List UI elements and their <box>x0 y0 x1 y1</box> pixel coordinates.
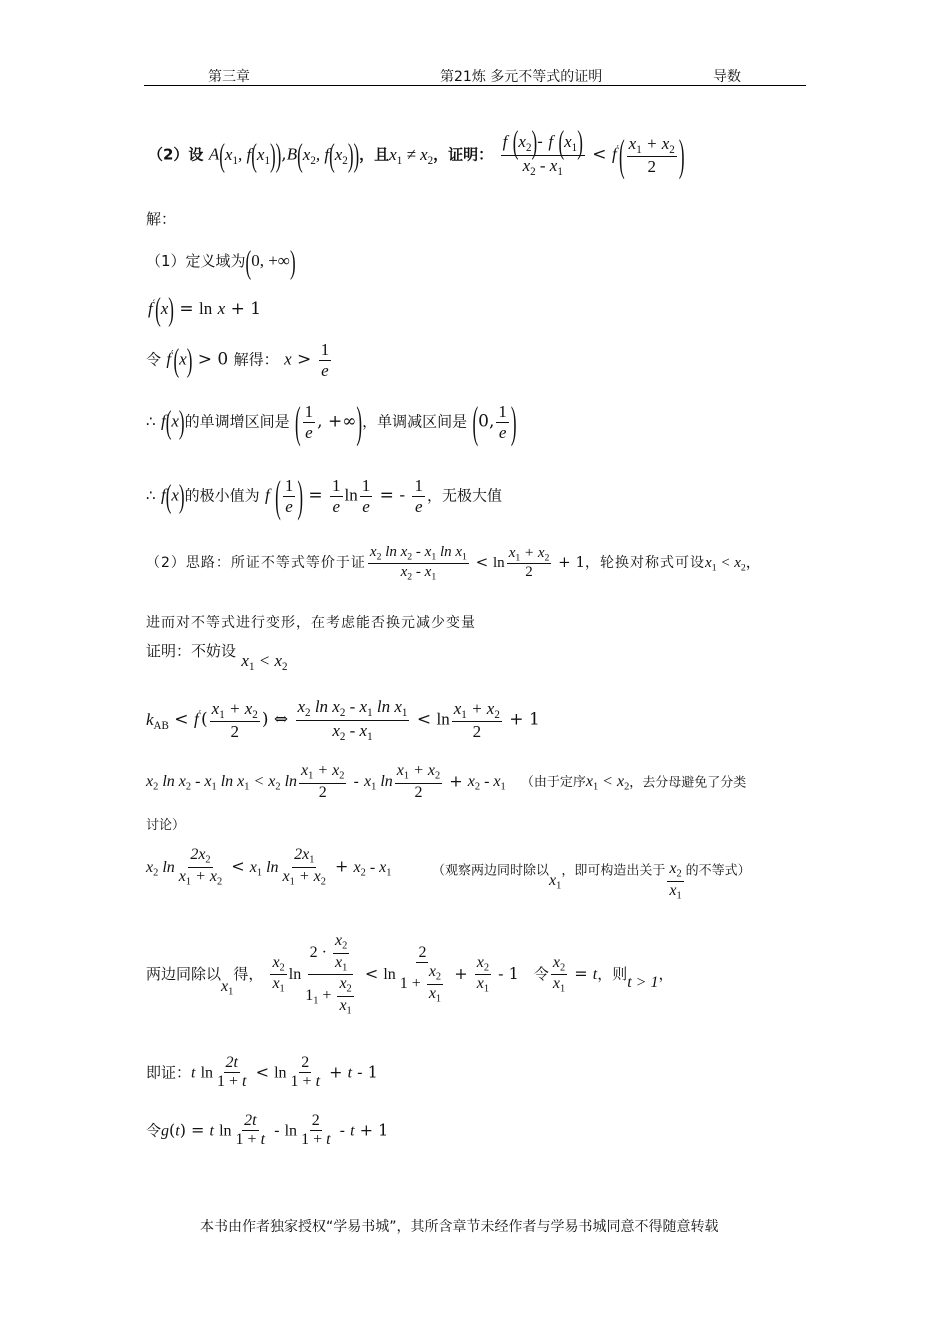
problem-2-prove: ，证明： <box>433 145 494 164</box>
idea-text: （2）思路：所证不等式等价于证 <box>146 555 366 572</box>
note1-text: （由于定序 <box>520 775 586 791</box>
proof-start: 证明：不妨设 $x_1 < x_2$ <box>146 642 288 673</box>
note2c-text: 的不等式） <box>685 863 751 879</box>
divide-text: 两边同除以 <box>146 965 222 984</box>
note2: （观察两边同时除以$x_1$，即可构造出关于 $\frac{x_2}{x_1}$ 的不等式） <box>432 860 751 902</box>
decr-text: ，单调减区间是 <box>362 412 468 431</box>
ling-text-2: 令 <box>533 965 549 984</box>
log-form-inequality: $x_2$ ln $\frac{2x_2}{x_1 + x_2}$ < $x_1$ ln $\frac{2x_1}{x_1 + x_2}$ + $x_2 - x_1$ <box>146 846 392 888</box>
slope-equivalence: $k_{AB} < f'$( $\frac{x_1 + x_2}{2}$ ) ⇔ $\frac{x_2 \ln x_2 - x_1 \ln x_1}{x_2 - x_1}$ < ln $\frac{x_1 + x_2}{2}$ + 1 <box>146 697 540 743</box>
cleared-inequality: $x_2$ $\ln x_2 - x_1$ $\ln x_1 < x_2$ ln $\frac{x_1 + x_2}{2}$ - $x_1$ ln $\frac{x_1 + x_2}{2}$ + $x_2 - x_1$ （由于定序$x_1 < x_2$，去分母避免了分类 <box>146 762 747 801</box>
nomax-text: ，无极大值 <box>426 486 502 505</box>
reduced-inequality: 即证：t ln $\frac{2t}{1 + t}$ < ln $\frac{2}{1 + t}$ + t - 1 <box>146 1054 378 1091</box>
part1-domain: （1）定义域为(0, +∞) <box>146 244 296 281</box>
divide-both-sides: 两边同除以$x_1$得， $\frac{x_2}{x_1}$ ln 2 · $\frac{x_2}{x_1}$ $1_1$ + $\frac{x_2}{x_1}$ < ln 2 1 + $\frac{x_2}{x_1}$ + $\frac{x_2}{x_1}$ - 1 令 $\frac{x_2}{x_1}$ = t，则t > 1， <box>146 932 674 1017</box>
jizheng-text: 即证： <box>146 1063 192 1082</box>
note1b-text: ，去分母避免了分类 <box>629 775 747 791</box>
de-text: 得， <box>233 965 264 984</box>
min-text: 的极小值为 <box>184 486 260 505</box>
note1c-text: 讨论） <box>146 818 186 833</box>
note2-text: （观察两边同时除以 <box>432 863 550 879</box>
idea-text-2: ，轮换对称式可设 <box>585 555 706 572</box>
idea-text-3: 进而对不等式进行变形，在考虑能否换元减少变量 <box>146 615 476 631</box>
header-chapter: 第三章 <box>208 69 250 85</box>
problem-2-statement: （2）设 $A(x_1$, $f(x_1)),B(x_2$, $f(x_2)$)，且$x_1 \ne x_2$，证明： $\frac{f (x_2)- f (x_1)}{x_2 - x_1}$ < f′( $\frac{x_1 + x_2}{2}$ ) <box>148 124 685 180</box>
solution-label: 解： <box>146 210 177 228</box>
problem-2-and: ，且 <box>359 145 390 164</box>
minimum-value: ∴ f(x)的极小值为 f ( $\frac{1}{e}$ ) = $\frac{1}{e}$ ln $\frac{1}{e}$ = - $\frac{1}{e}$ ，无极大值 <box>146 471 502 521</box>
derivative-positive: 令 f′(x) > 0 解得： x > $\frac{1}{e}$ <box>146 340 330 380</box>
note2b-text: ，即可构造出关于 <box>561 863 666 879</box>
incr-text: 的单调增区间是 <box>184 412 290 431</box>
jiede-text: 解得： <box>233 350 279 369</box>
g-definition: 令g(t) = t ln $\frac{2t}{1 + t}$ - ln $\frac{2}{1 + t}$ - t + 1 <box>146 1112 389 1149</box>
proof-start-text: 证明：不妨设 <box>146 642 237 660</box>
header-subject: 导数 <box>713 69 741 85</box>
footer-copyright: 本书由作者独家授权“学易书城”，其所含章节未经作者与学易书城同意不得随意转载 <box>200 1219 719 1235</box>
header-rule <box>144 85 806 86</box>
problem-2-label: （2）设 <box>148 145 204 164</box>
header-title: 第21炼 多元不等式的证明 <box>440 69 603 85</box>
part2-idea: （2）思路：所证不等式等价于证 $\frac{x_2 \ln x_2 - x_1 \ln x_1}{x_2 - x_1}$ < ln $\frac{x_1 + x_2}{2}$ + 1，轮换对称式可设$x_1 < x_2$， <box>146 544 761 583</box>
part1-domain-text: （1）定义域为 <box>146 252 246 270</box>
ze-text: ，则 <box>597 965 628 984</box>
derivative-formula: f′(x) = ln x + 1 <box>148 291 262 328</box>
monotonic-intervals: ∴ f(x)的单调增区间是 ( $\frac{1}{e}$ , +∞)，单调减区间是 (0, $\frac{1}{e}$ ) <box>146 397 517 447</box>
therefore-symbol-2: ∴ <box>146 486 156 505</box>
ling-text: 令 <box>146 350 162 369</box>
ling-g-text: 令 <box>146 1121 162 1140</box>
t-greater-one: t > 1 <box>627 974 659 992</box>
therefore-symbol: ∴ <box>146 412 156 431</box>
